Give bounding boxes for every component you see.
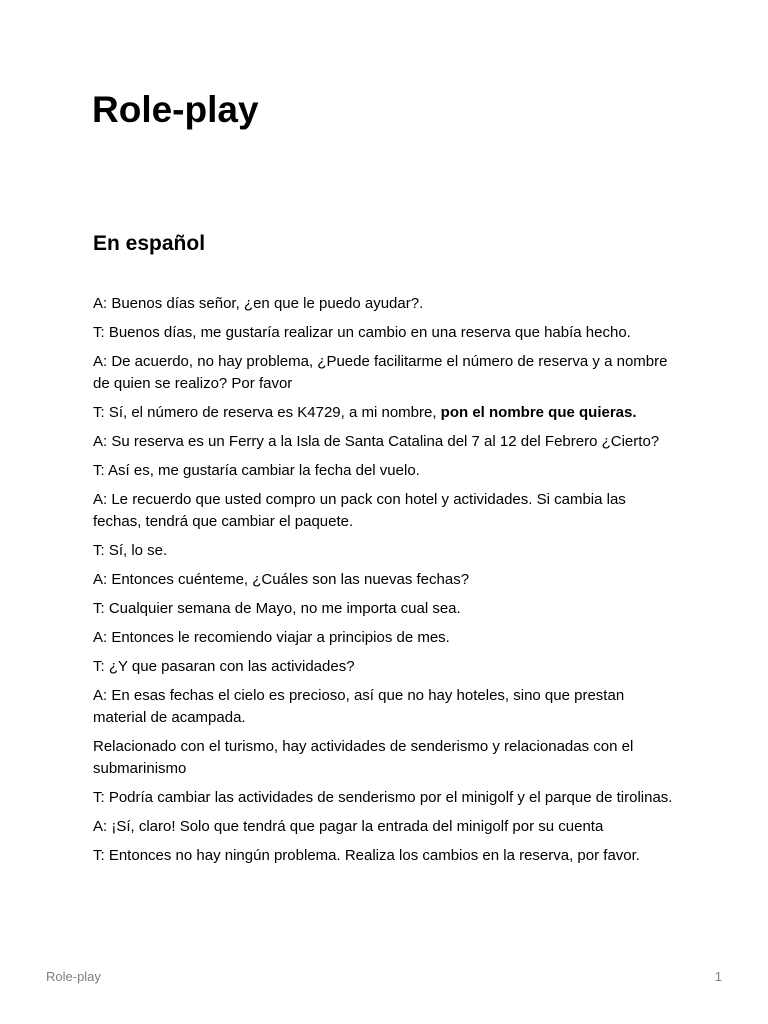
page-title: Role-play	[92, 89, 259, 130]
dialogue-line: A: Le recuerdo que usted compro un pack con hotel y actividades. Si cambia las fechas, tendrá que cambiar el paquete.	[93, 491, 626, 530]
dialogue-line: A: ¡Sí, claro! Solo que tendrá que pagar la entrada del minigolf por su cuenta	[93, 818, 604, 835]
dialogue-line	[93, 402, 678, 424]
dialogue-line: A: Su reserva es un Ferry a la Isla de Santa Catalina del 7 al 12 del Febrero ¿Cierto?	[93, 433, 660, 450]
dialogue-body	[93, 293, 678, 874]
section-title: En español	[93, 232, 206, 255]
dialogue-line: A: En esas fechas el cielo es precioso, así que no hay hoteles, sino que prestan material de acampada.	[93, 687, 625, 726]
dialogue-line: T: ¿Y que pasaran con las actividades?	[93, 658, 355, 675]
dialogue-line: A: Buenos días señor, ¿en que le puedo ayudar?.	[93, 295, 424, 312]
dialogue-line: T: Cualquier semana de Mayo, no me importa cual sea.	[93, 600, 461, 617]
page-number: 1	[714, 969, 722, 984]
footer-title: Role-play	[46, 969, 101, 984]
dialogue-line: T: Buenos días, me gustaría realizar un cambio en una reserva que había hecho.	[93, 324, 631, 341]
dialogue-line: T: Sí, lo se.	[93, 542, 168, 559]
dialogue-line: A: De acuerdo, no hay problema, ¿Puede facilitarme el número de reserva y a nombre de quien se realizo? Por favor	[93, 353, 668, 392]
dialogue-line: Relacionado con el turismo, hay actividades de senderismo y relacionadas con el submarinismo	[93, 738, 634, 777]
dialogue-line: T: Así es, me gustaría cambiar la fecha del vuelo.	[93, 462, 420, 479]
dialogue-line: T: Entonces no hay ningún problema. Realiza los cambios en la reserva, por favor.	[93, 847, 640, 864]
dialogue-line-text: T: Sí, el número de reserva es K4729, a mi nombre,	[93, 404, 441, 421]
dialogue-line: A: Entonces le recomiendo viajar a principios de mes.	[93, 629, 450, 646]
dialogue-line: T: Podría cambiar las actividades de senderismo por el minigolf y el parque de tirolinas.	[93, 789, 673, 806]
dialogue-line: A: Entonces cuénteme, ¿Cuáles son las nuevas fechas?	[93, 571, 470, 588]
dialogue-line-emphasis: pon el nombre que quieras.	[440, 404, 637, 421]
